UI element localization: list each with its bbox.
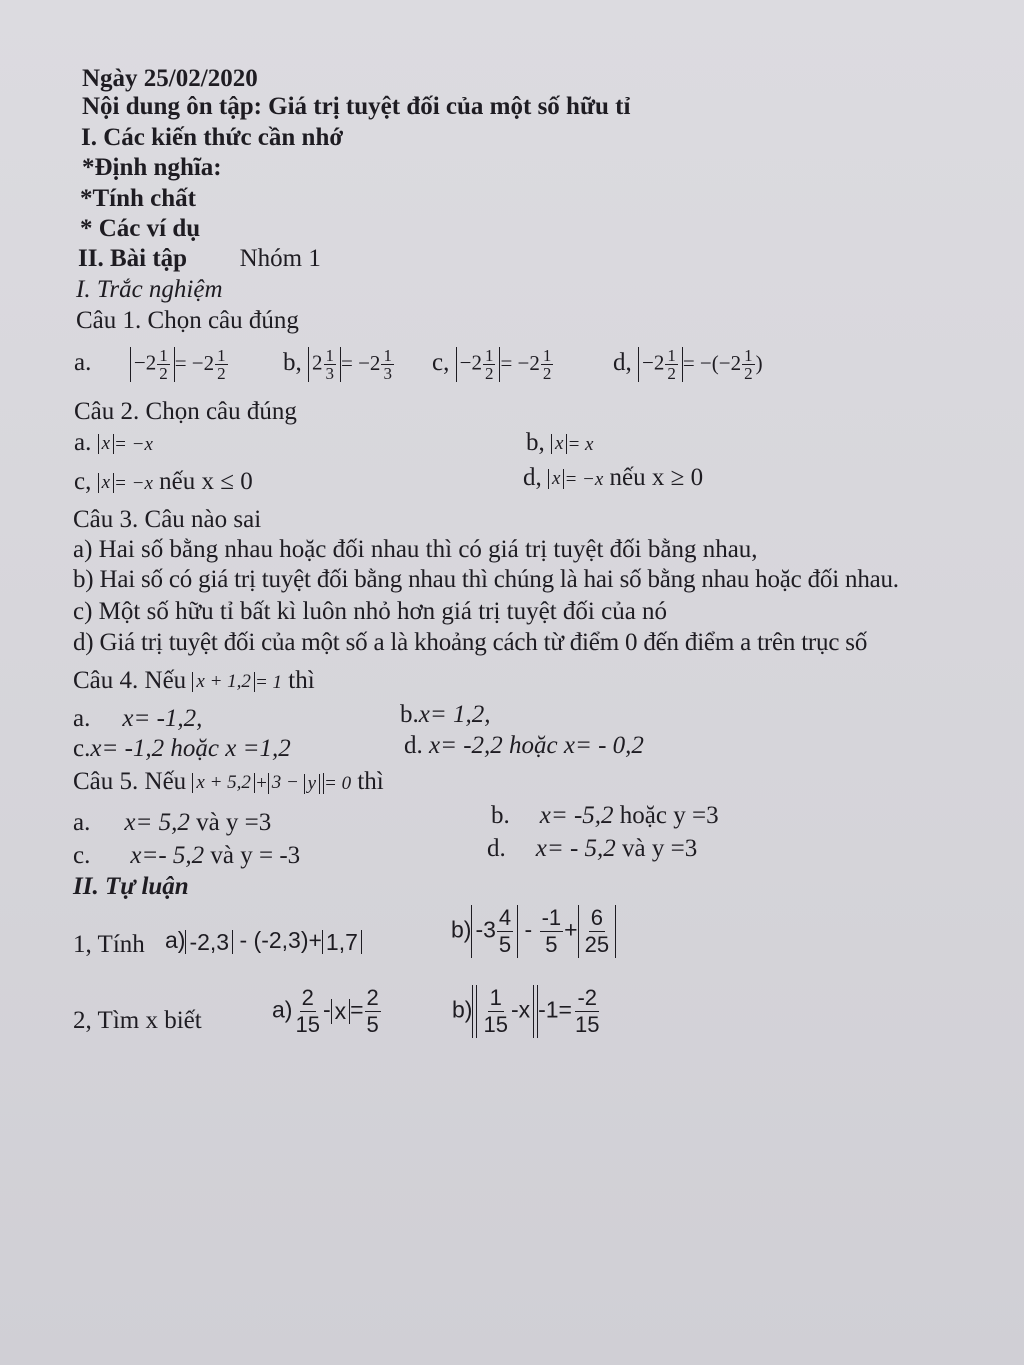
then-word: thì: [357, 768, 384, 795]
numerator: 1: [744, 346, 753, 365]
q5-option-b: [491, 801, 719, 831]
plus-sign: +: [254, 773, 268, 794]
question-1-title: Câu 1. Chọn câu đúng: [76, 307, 299, 334]
denominator: 3: [325, 364, 334, 383]
option-value: x= -1,2,: [122, 705, 203, 732]
numerator: 1: [667, 346, 676, 365]
q1-option-d: [613, 347, 763, 382]
fraction: [215, 347, 228, 382]
expression: = 0: [324, 773, 352, 794]
sub-label: b): [452, 996, 473, 1023]
definition-heading: *Định nghĩa:: [82, 154, 222, 181]
essay-q2b: [452, 985, 602, 1038]
q5-option-d: [487, 834, 697, 864]
essay-q2-label: 2, Tìm x biết: [73, 1007, 202, 1034]
expression: - (-2,3)+: [239, 927, 322, 953]
integer-part: −2: [133, 350, 157, 375]
denominator: 5: [545, 932, 558, 957]
q3-option-d: d) Giá trị tuyệt đối của một số a là khoảng cách từ điểm 0 đến điểm a trên trục số: [73, 629, 868, 656]
absolute-value: x: [548, 469, 564, 489]
condition: nếu x ≤ 0: [159, 468, 253, 495]
absolute-value: [308, 347, 341, 382]
denominator: 2: [667, 364, 676, 383]
absolute-value: [471, 905, 518, 958]
option-x: x= 5,2: [124, 809, 190, 836]
q2-option-a: [74, 428, 153, 460]
option-label: b.: [491, 802, 510, 829]
fraction: [365, 985, 381, 1038]
option-label: c,: [432, 349, 450, 377]
minus-sign: -: [524, 916, 533, 943]
absolute-value: [130, 347, 175, 382]
denominator: 5: [366, 1012, 379, 1037]
absolute-value: x + 5,2: [192, 773, 255, 793]
option-x: x= - 5,2: [535, 835, 616, 862]
option-label: c,: [74, 468, 92, 495]
group-label: Nhóm 1: [239, 245, 321, 272]
q3-option-c: c) Một số hữu tỉ bất kì luôn nhỏ hơn giá trị tuyệt đối của nó: [73, 598, 668, 625]
q3-option-a: a) Hai số bằng nhau hoặc đối nhau thì có giá trị tuyệt đối bằng nhau,: [73, 536, 758, 563]
numerator: 4: [498, 905, 512, 930]
absolute-value: x: [551, 434, 567, 454]
essay-q1-label: 1, Tính: [73, 931, 145, 958]
option-value: x= 1,2,: [418, 701, 491, 728]
denominator: 2: [217, 364, 226, 383]
q2-option-d: [523, 463, 703, 495]
question-label: Câu 4. Nếu: [73, 667, 187, 694]
absolute-value: [578, 905, 616, 958]
q4-option-c: [73, 734, 291, 764]
option-x: x=- 5,2: [130, 842, 205, 869]
absolute-value: x: [98, 473, 114, 493]
section-heading-knowledge: I. Các kiến thức cần nhớ: [81, 124, 344, 151]
multiple-choice-heading: I. Trắc nghiệm: [76, 276, 223, 303]
option-rest: và y = -3: [210, 842, 301, 869]
sub-label: b): [451, 916, 472, 943]
absolute-value: 1,7: [322, 930, 362, 954]
fraction: [742, 347, 755, 382]
q5-option-a: [73, 808, 271, 838]
option-label: d,: [523, 464, 542, 491]
option-rest: và y =3: [196, 809, 272, 836]
option-x: x= -5,2: [539, 802, 614, 829]
option-label: b.: [400, 701, 419, 728]
date-line: Ngày 25/02/2020: [82, 65, 258, 92]
question-4-title: [73, 666, 315, 698]
expression: = −x: [114, 434, 153, 455]
denominator: 2: [542, 364, 552, 383]
question-3-title: Câu 3. Câu nào sai: [73, 506, 262, 533]
option-label: a.: [73, 705, 91, 732]
option-value: x= -1,2 hoặc x =1,2: [90, 735, 291, 762]
fraction: [293, 985, 321, 1038]
option-label: d.: [487, 835, 506, 862]
property-heading: *Tính chất: [80, 185, 197, 212]
plus-sign: +: [564, 916, 578, 943]
absolute-value: x + 1,2: [192, 672, 255, 692]
q1-option-a: [74, 347, 229, 382]
q4-option-b: [400, 700, 490, 730]
absolute-value: [456, 347, 501, 382]
numerator: 1: [383, 346, 392, 365]
absolute-value: [268, 773, 324, 794]
then-word: thì: [288, 667, 315, 694]
essay-q2a: [272, 985, 382, 1038]
expression: = −x: [564, 469, 604, 490]
q4-option-d: [404, 731, 644, 761]
question-2-title: Câu 2. Chọn câu đúng: [74, 398, 297, 425]
sub-label: a): [165, 927, 186, 953]
fraction: [481, 985, 509, 1038]
fraction: [665, 347, 678, 382]
expression: = 1: [254, 672, 283, 693]
denominator: 25: [584, 932, 610, 957]
fraction: [540, 905, 564, 958]
numerator: 1: [159, 346, 168, 365]
numerator: 2: [301, 985, 314, 1010]
absolute-value: -2,3: [185, 930, 233, 954]
denominator: 3: [383, 364, 392, 383]
numerator: 1: [217, 346, 226, 365]
option-label: d.: [404, 732, 423, 759]
fraction: [483, 347, 496, 382]
numerator: 2: [366, 985, 379, 1010]
question-label: Câu 5. Nếu: [73, 768, 187, 795]
numerator: -2: [577, 985, 598, 1010]
content-title: Nội dung ôn tập: Giá trị tuyệt đối của một số hữu tỉ: [82, 93, 631, 120]
question-5-title: [73, 767, 384, 799]
fraction: [573, 985, 601, 1038]
option-label: d,: [613, 349, 632, 377]
option-label: c.: [73, 842, 91, 869]
q1-option-c: [432, 347, 554, 382]
numerator: 1: [542, 346, 552, 365]
numerator: -1: [541, 905, 562, 930]
option-value: x= -2,2 hoặc x= - 0,2: [429, 732, 644, 759]
essay-q1b: [451, 905, 616, 958]
integer-part: 2: [312, 350, 323, 375]
section-heading-exercises: II. Bài tập: [78, 245, 188, 272]
integer-part: −2: [642, 350, 665, 375]
q3-option-b: b) Hai số có giá trị tuyệt đối bằng nhau thì chúng là hai số bằng nhau hoặc đối nhau.: [73, 566, 899, 593]
absolute-value-inner: y: [304, 774, 320, 794]
option-label: a.: [74, 429, 92, 456]
q2-option-b: [526, 428, 593, 460]
exercise-heading-row: [78, 244, 321, 274]
expression: 3 −: [271, 771, 299, 793]
rhs: = −(−2: [682, 351, 742, 376]
option-rest: và y =3: [622, 835, 698, 862]
denominator: 2: [159, 364, 168, 383]
essay-q1a: [165, 925, 362, 955]
absolute-value: [638, 347, 683, 382]
fraction: [324, 347, 337, 382]
fraction: [583, 905, 611, 958]
option-label: c.: [73, 735, 91, 762]
numerator: 1: [325, 346, 334, 365]
essay-heading: II. Tự luận: [73, 873, 189, 900]
numerator: 1: [489, 985, 502, 1010]
numerator: 6: [590, 905, 603, 930]
sub-label: a): [272, 996, 293, 1023]
fraction: [157, 347, 170, 382]
denominator: 2: [744, 364, 753, 383]
absolute-value: [472, 985, 538, 1038]
fraction: [497, 905, 513, 958]
q4-option-a: [73, 704, 202, 734]
option-label: a.: [73, 809, 91, 836]
option-label: b,: [283, 349, 302, 377]
expression: -x: [510, 996, 531, 1023]
equals-sign: =: [350, 996, 364, 1023]
denominator: 15: [483, 1012, 508, 1037]
integer-part: −2: [459, 350, 482, 375]
condition: nếu x ≥ 0: [609, 464, 704, 491]
denominator: 2: [484, 364, 494, 383]
option-label: b,: [526, 429, 545, 456]
absolute-value-inner: [476, 985, 534, 1038]
numerator: 1: [484, 346, 494, 365]
rhs: = −2: [174, 351, 215, 376]
rhs: = −2: [500, 351, 540, 376]
expression: -1=: [538, 996, 572, 1023]
option-label: a.: [74, 349, 92, 377]
q1-option-b: [283, 347, 395, 382]
denominator: 15: [295, 1012, 320, 1037]
expression: = x: [567, 434, 594, 455]
close-paren: ): [755, 351, 763, 376]
expression: = −x: [114, 473, 153, 494]
denominator: 5: [498, 932, 512, 957]
examples-heading: * Các ví dụ: [80, 215, 201, 242]
absolute-value: x: [98, 434, 114, 454]
q5-option-c: [73, 841, 300, 871]
fraction: [541, 347, 554, 382]
fraction: [381, 347, 394, 382]
minus-sign: -: [322, 996, 331, 1023]
option-rest: hoặc y =3: [619, 802, 719, 829]
q2-option-c: [74, 467, 253, 499]
integer-part: -3: [475, 916, 496, 943]
rhs: = −2: [341, 351, 381, 376]
absolute-value: x: [331, 999, 351, 1023]
denominator: 15: [575, 1012, 600, 1037]
